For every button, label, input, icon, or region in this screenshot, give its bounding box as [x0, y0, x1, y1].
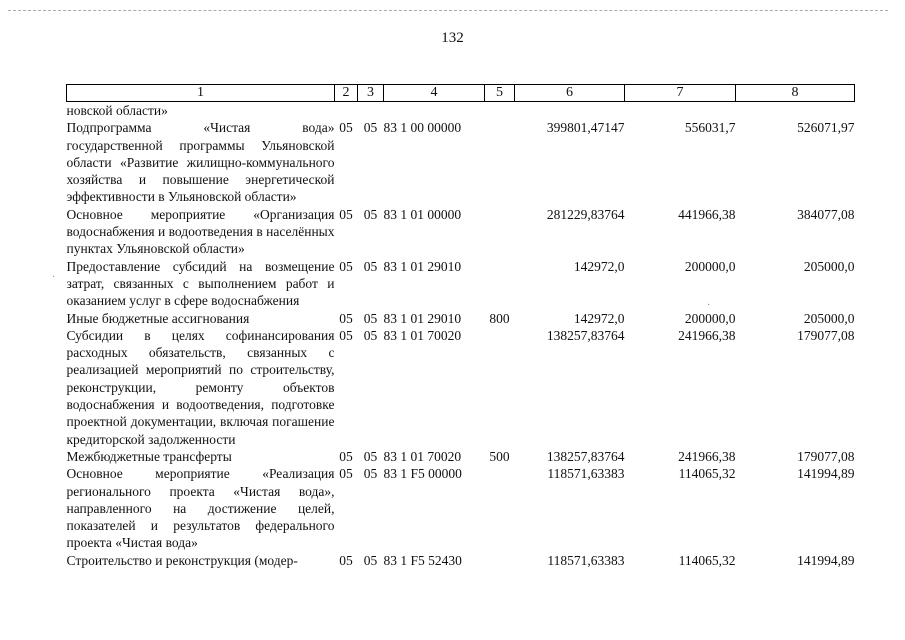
scan-mark: · — [52, 272, 56, 283]
row-amount-8: 179077,08 — [797, 327, 855, 343]
row-target-code: 83 1 F5 52430 — [383, 552, 462, 568]
row-amount-8: 526071,97 — [797, 120, 855, 136]
row-section: 05 — [339, 448, 353, 464]
table-body — [67, 102, 855, 570]
row-expense-type — [485, 552, 515, 569]
row-amount-8: 141994,89 — [797, 466, 855, 482]
row-amount-6: 281229,83764 — [546, 206, 625, 222]
row-amount-7: 241966,38 — [678, 327, 736, 343]
row-section — [335, 102, 358, 120]
row-expense-type — [485, 258, 515, 310]
row-expense-type — [485, 119, 515, 205]
header-col-5: 5 — [485, 85, 515, 102]
row-amount-7: 114065,32 — [678, 552, 736, 568]
row-expense-type — [485, 327, 515, 448]
budget-table — [66, 84, 855, 569]
row-name: Иные бюджетные ассигнования — [66, 310, 250, 326]
scan-mark: · — [707, 300, 711, 311]
row-amount-7 — [625, 102, 736, 120]
row-amount-7: 441966,38 — [678, 206, 736, 222]
header-col-6: 6 — [515, 85, 625, 102]
row-name: Основное мероприятие «Организация водоснабжения и водоотведения в населённых пунктах Ульяновской области» — [66, 206, 335, 257]
row-name: Субсидии в целях софинансирования расходных обязательств, связанных с реализацией мероприятий по строительству, реконструкции, ремонту объектов водоснабжения и водоотведения, подготовке проектной документации, включая погашение кредиторской задолженности — [66, 327, 335, 447]
row-section: 05 — [339, 466, 353, 482]
header-col-2: 2 — [335, 85, 358, 102]
row-target-code — [384, 102, 485, 120]
row-subsection: 05 — [363, 206, 378, 222]
row-name: Межбюджетные трансферты — [66, 448, 232, 464]
table-row — [67, 465, 855, 551]
row-amount-8 — [736, 102, 855, 120]
row-subsection: 05 — [363, 466, 378, 482]
row-amount-8: 141994,89 — [797, 552, 855, 568]
row-name: новской области» — [66, 103, 168, 118]
row-subsection — [358, 102, 384, 120]
table-row — [67, 448, 855, 465]
header-col-1: 1 — [67, 85, 335, 102]
row-subsection: 05 — [363, 448, 378, 464]
row-expense-type: 500 — [489, 448, 510, 464]
row-amount-6: 138257,83764 — [546, 327, 625, 343]
row-target-code: 83 1 01 29010 — [383, 258, 462, 274]
header-row — [67, 85, 855, 102]
row-target-code: 83 1 00 00000 — [383, 120, 462, 136]
scan-top-border — [8, 10, 888, 11]
row-expense-type: 800 — [489, 310, 510, 326]
table-row — [67, 327, 855, 448]
row-target-code: 83 1 01 29010 — [383, 310, 462, 326]
row-section: 05 — [339, 552, 353, 568]
row-subsection: 05 — [363, 327, 378, 343]
row-amount-7: 556031,7 — [684, 120, 736, 136]
row-section: 05 — [339, 327, 353, 343]
row-name: Предоставление субсидий на возмещение затрат, связанных с выполнением работ и оказанием услуг в сфере водоснабжения — [66, 258, 335, 309]
row-name: Подпрограмма «Чистая вода» государственной программы Ульяновской области «Развитие жилищно-коммунального хозяйства и повышение энергетической эффективности в Ульяновской области» — [66, 120, 335, 205]
header-col-8: 8 — [736, 85, 855, 102]
row-amount-6: 142972,0 — [573, 258, 625, 274]
row-amount-7: 200000,0 — [684, 310, 736, 326]
row-amount-6 — [515, 102, 625, 120]
row-amount-6: 142972,0 — [573, 310, 625, 326]
row-amount-8: 205000,0 — [803, 258, 855, 274]
row-amount-6: 118571,63383 — [547, 466, 625, 482]
header-col-3: 3 — [358, 85, 384, 102]
table-row — [67, 310, 855, 327]
table-row — [67, 552, 855, 569]
row-target-code: 83 1 01 70020 — [383, 327, 462, 343]
row-section: 05 — [339, 258, 353, 274]
row-amount-7: 114065,32 — [678, 466, 736, 482]
row-subsection: 05 — [363, 258, 378, 274]
table-row — [67, 102, 855, 120]
row-expense-type — [485, 206, 515, 258]
row-target-code: 83 1 F5 00000 — [383, 466, 462, 482]
row-expense-type — [485, 465, 515, 551]
row-section: 05 — [339, 206, 353, 222]
row-amount-7: 200000,0 — [684, 258, 736, 274]
header-col-7: 7 — [625, 85, 736, 102]
row-section: 05 — [339, 120, 353, 136]
row-amount-6: 138257,83764 — [546, 448, 625, 464]
row-subsection: 05 — [363, 310, 378, 326]
header-col-4: 4 — [384, 85, 485, 102]
row-target-code: 83 1 01 70020 — [383, 448, 462, 464]
row-amount-7: 241966,38 — [678, 448, 736, 464]
row-section: 05 — [339, 310, 353, 326]
row-amount-6: 399801,47147 — [546, 120, 625, 136]
row-amount-8: 179077,08 — [797, 448, 855, 464]
row-amount-8: 205000,0 — [803, 310, 855, 326]
row-name: Основное мероприятие «Реализация регионального проекта «Чистая вода», направленного на достижение целей, показателей и результатов федерального проекта «Чистая вода» — [66, 466, 335, 551]
row-subsection: 05 — [363, 120, 378, 136]
row-amount-8: 384077,08 — [797, 206, 855, 222]
row-name: Строительство и реконструкция (модер- — [66, 552, 298, 568]
row-target-code: 83 1 01 00000 — [383, 206, 462, 222]
table-row — [67, 119, 855, 205]
row-subsection: 05 — [363, 552, 378, 568]
table-row — [67, 206, 855, 258]
row-expense-type — [485, 102, 515, 120]
table-row — [67, 258, 855, 310]
row-amount-6: 118571,63383 — [547, 552, 625, 568]
page-number: 132 — [441, 30, 464, 46]
